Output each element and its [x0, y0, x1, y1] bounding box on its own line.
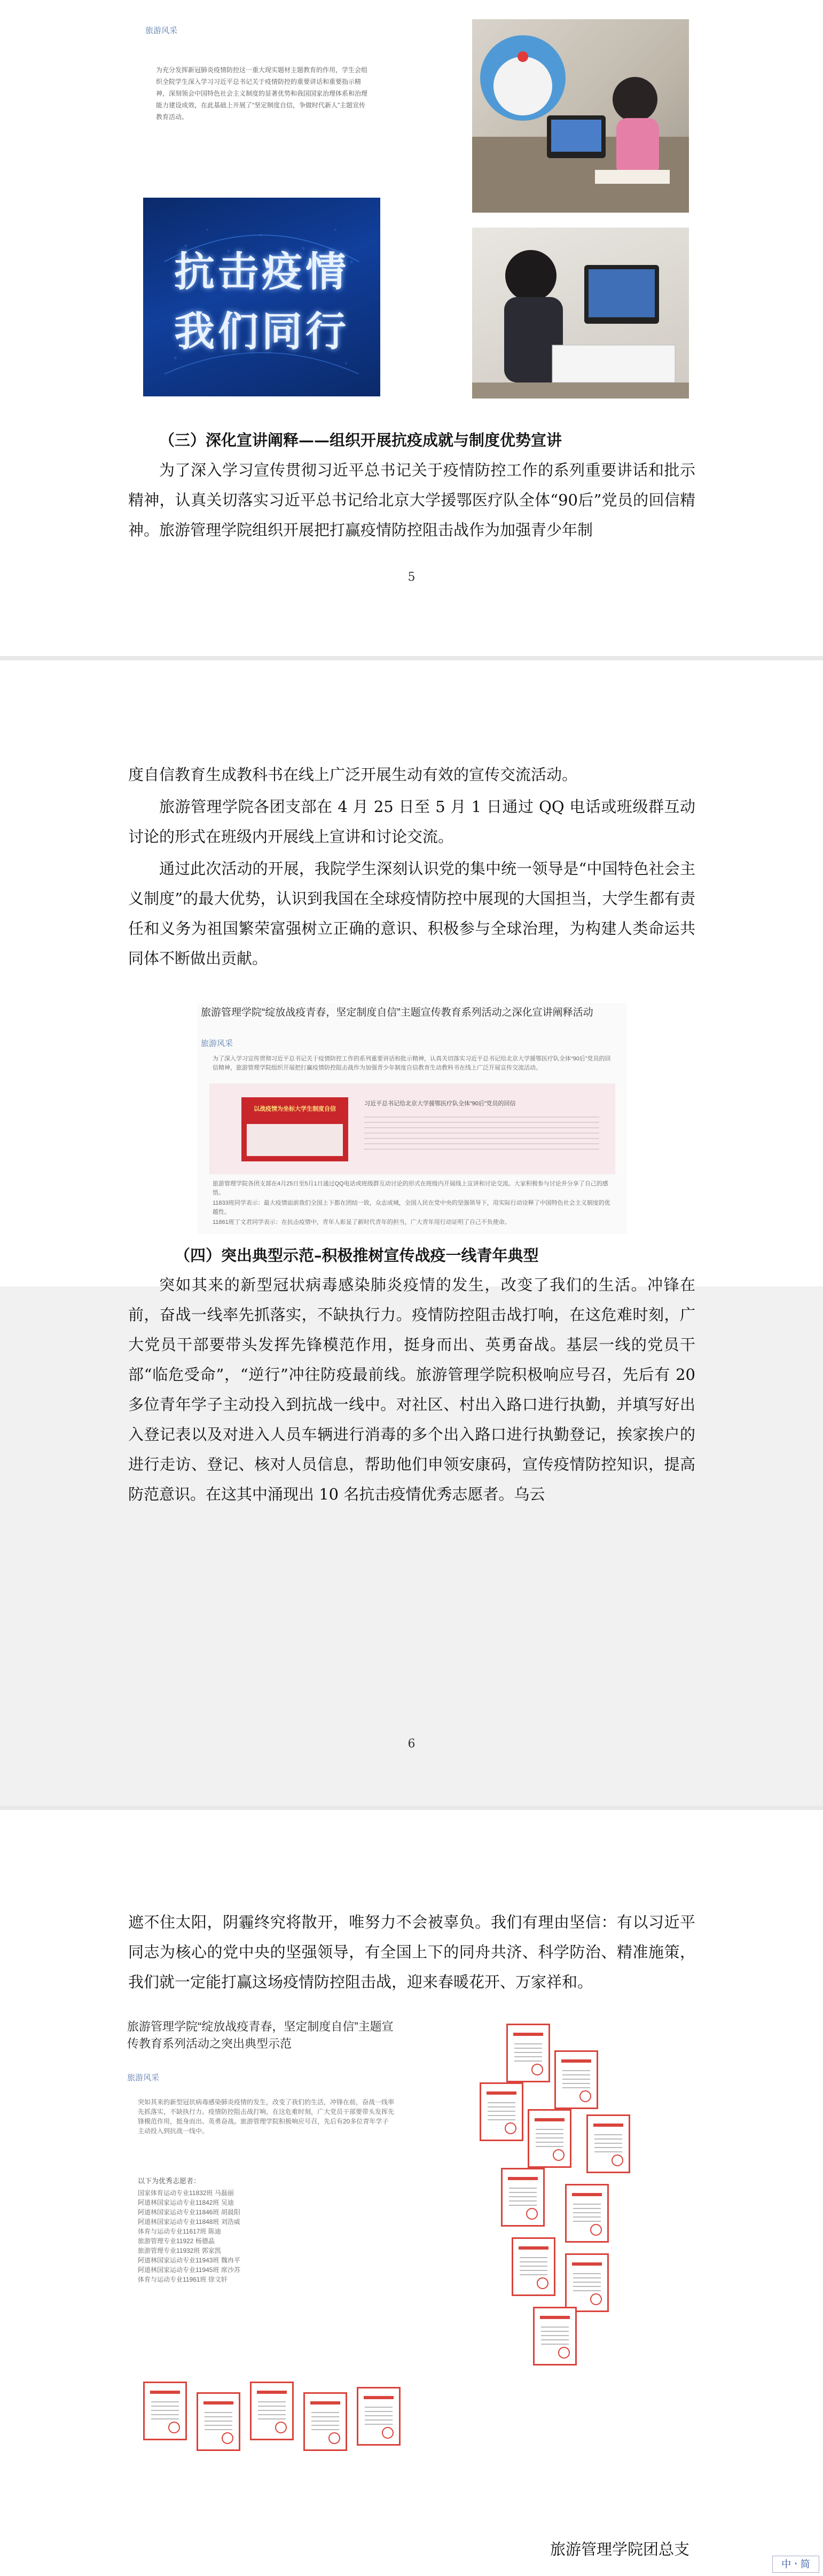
child-photo	[472, 19, 689, 213]
footer-text: 旅游管理学院团总支	[550, 2540, 690, 2558]
screenshot3-meta: 旅游风采	[127, 2073, 160, 2082]
certificate-image	[565, 2253, 609, 2312]
document-page-5	[0, 0, 823, 656]
certificate-image	[506, 2024, 550, 2082]
list-item: 阿道林国家运动专业11945班 席沙苏	[138, 2266, 240, 2274]
volunteer-list-title: 以下为优秀志愿者：	[138, 2177, 201, 2185]
certificate-image	[303, 2392, 347, 2451]
page-divider-3	[0, 1806, 823, 1810]
typical-screenshot	[127, 2018, 683, 2488]
activity-screenshot	[198, 1003, 627, 1234]
list-item: 旅游管理专业11932班 郭家凯	[138, 2247, 221, 2254]
paragraph-p3-1: 遮不住太阳，阴霾终究将散开，唯努力不会被辜负。我们有理由坚信：有以习近平同志为核心的党中央的坚强领导，有全国上下的同舟共济、科学防治、精准施策，我们就一定能打赢这场疫情防控阻击战，迎来春暖花开、万家祥和。	[128, 1913, 695, 1991]
slide-image	[247, 1124, 343, 1156]
certificate-image	[143, 2382, 187, 2440]
list-item: 体育与运动专业11617班 陈迪	[138, 2228, 221, 2235]
slide-frame	[209, 1083, 615, 1174]
section-heading-3: （三）深化宣讲阐释——组织开展抗疫成就与制度优势宣讲	[159, 431, 562, 449]
list-item: 旅游管理专业11922 杨德晶	[138, 2237, 215, 2245]
paragraph-p2-3: 通过此次活动的开展，我院学生深刻认识党的集中统一领导是“中国特色社会主义制度”的最大优势，认识到我国在全球疫情防控中展现的大国担当，大学生都有责任和义务为祖国繁荣富强树立正确的意识、积极参与全球治理，为构建人类命运共同体不断做出贡献。	[128, 860, 695, 967]
paragraph-p2-1: 度自信教育生成教科书在线上广泛开展生动有效的宣传交流活动。	[128, 766, 578, 784]
child-photo-icon	[472, 19, 689, 213]
certificate-image	[197, 2392, 240, 2451]
student-photo-icon	[472, 228, 689, 399]
slide-text: 习近平总书记给北京大学援鄂医疗队全体“90后”党员的回信	[364, 1100, 516, 1107]
paragraph-p2-2: 旅游管理学院各团支部在 4 月 25 日至 5 月 1 日通过 QQ 电话或班级群互动讨论的形式在班级内开展线上宣讲和讨论交流。	[128, 798, 695, 846]
page-divider	[0, 656, 823, 660]
page-number: 5	[407, 571, 416, 584]
screenshot3-title: 旅游管理学院“绽放战疫青春，坚定制度自信”主题宣传教育系列活动之突出典型示范	[127, 2020, 394, 2050]
article-text: 为充分发挥新冠肺炎疫情防控这一重大现实题材主题教育的作用，学生会组织全院学生深入学习习近平总书记关于疫情防控的重要讲话和重要指示精神，深刻领会中国特色社会主义制度的显著优势和我国国家治理体系和治理能力建设成效，在此基础上开展了“坚定制度自信，争做时代新人”主题宣传教育活动。	[156, 66, 368, 121]
list-item: 国家体育运动专业11832班 马磊丽	[138, 2189, 234, 2197]
poster-image	[143, 198, 380, 396]
certificate-image	[554, 2050, 598, 2109]
page-number-6: 6	[407, 1737, 416, 1751]
slide-red-panel	[241, 1097, 348, 1161]
certificate-image	[512, 2237, 555, 2296]
article-meta: 旅游风采	[145, 26, 178, 35]
certificate-image	[565, 2184, 609, 2243]
slide-title: 以战疫情为坐标大学生制度自信	[254, 1106, 336, 1112]
list-item: 阿道林国家运动专业11846班 胡晨阳	[138, 2208, 240, 2216]
screenshot-body-2: 11833班同学表示：最大疫情面前我们全国上下都在团结一致，众志成城，全国人民在党中央的坚强领导下，用实际行动诠释了中国特色社会主义制度的优越性。	[213, 1200, 610, 1215]
certificate-image	[586, 2114, 630, 2173]
document-page-7	[0, 1806, 823, 2576]
certificate-image	[357, 2387, 401, 2446]
certificate-image	[501, 2168, 545, 2227]
paragraph-p2-4-visible: 突如其来的新型冠状病毒感染肺炎疫情的发生，改变了我们的生活。冲锋在前，奋战一线率先抓落实，不缺执行力。疫情防控阻击战打响，在这危难时刻，广大党员干部要带头发挥先锋模范作用，挺身而出、英勇奋战。基层一线的党员干部“临危受命”，“逆行”冲往防疫最前线。旅游管理学院积极响应号召，先后有 20 多位青年学子主动投入到抗战一线中。对社区、村出入路口进行执勤，并填写好出入登记表以及对进入人员车辆进行消毒的多个出入路口进行执勤登记，挨家挨户的进行走访、登记、核对人员信息，帮助他们申领安康码，宣传疫情防控知识，提高防范意识。在这其中涌现出 10 名抗击疫情优秀志愿者。乌云	[128, 1276, 695, 1503]
certificate-image	[250, 2382, 294, 2440]
poster-title-line1: 抗击疫情	[174, 248, 349, 295]
language-switch[interactable]: 中ㆍ简	[772, 2556, 819, 2573]
volunteer-list	[138, 2188, 394, 2284]
certificate-image	[528, 2109, 571, 2168]
section-heading-4: （四）突出典型示范–积极推树宣传战疫一线青年典型	[175, 1246, 539, 1264]
certificate-image	[533, 2307, 577, 2366]
certificate-image	[480, 2082, 523, 2141]
list-item: 阿道林国家运动专业11943班 魏冉平	[138, 2257, 240, 2264]
screenshot-meta: 旅游风采	[201, 1039, 233, 1048]
screenshot-body-1: 旅游管理学院各团支部在4月25日至5月1日通过QQ电话或班级群互动讨论的形式在班级内开展线上宣讲和讨论交流。大家积极参与讨论并分享了自己的感悟。	[213, 1181, 608, 1196]
screenshot-intro: 为了深入学习宣传贯彻习近平总书记关于疫情防控工作的系列重要讲话和批示精神，认真关切落实习近平总书记给北京大学援鄂医疗队全体“90后”党员的回信精神，旅游管理学院组织开展把打赢疫情防控阻击战作为加强青少年制度自信教育生动教科书在线上广泛开展宣传交流活动。	[213, 1056, 611, 1071]
student-photo	[472, 228, 689, 399]
screenshot-title: 旅游管理学院“绽放战疫青春，坚定制度自信”主题宣传教育系列活动之深化宣讲阐释活动	[201, 1007, 593, 1018]
article-screenshot	[143, 21, 380, 192]
screenshot3-text: 突如其来的新型冠状病毒感染肺炎疫情的发生，改变了我们的生活，冲锋在前，奋战一线率先抓落实，不缺执行力。疫情防控阻击战打响，在这危难时刻，广大党员干部要带头发挥先锋模范作用，挺身而出、英勇奋战。旅游管理学院积极响应号召，先后有20多位青年学子主动投入到抗战一线中。	[138, 2098, 395, 2135]
list-item: 体育与运动专业11961班 徐文轩	[138, 2276, 228, 2283]
screenshot-body-3: 11861班丁文君同学表示：在抗击疫情中，青年人彰显了新时代青年的担当，广大青年用行动证明了自己不负使命。	[213, 1219, 511, 1225]
document-page-6	[0, 660, 823, 1286]
slide-lines	[364, 1117, 599, 1154]
list-item: 阿道林国家运动专业11842班 吴迪	[138, 2199, 234, 2206]
paragraph-p1: 为了深入学习宣传贯彻习近平总书记关于疫情防控工作的系列重要讲话和批示精神，认真关切落实习近平总书记给北京大学援鄂医疗队全体“90后”党员的回信精神。旅游管理学院组织开展把打赢疫情防控阻击战作为加强青少年制	[128, 461, 695, 539]
list-item: 阿道林国家运动专业11848班 刘浩威	[138, 2218, 240, 2226]
poster-title-line2: 我们同行	[174, 308, 349, 355]
